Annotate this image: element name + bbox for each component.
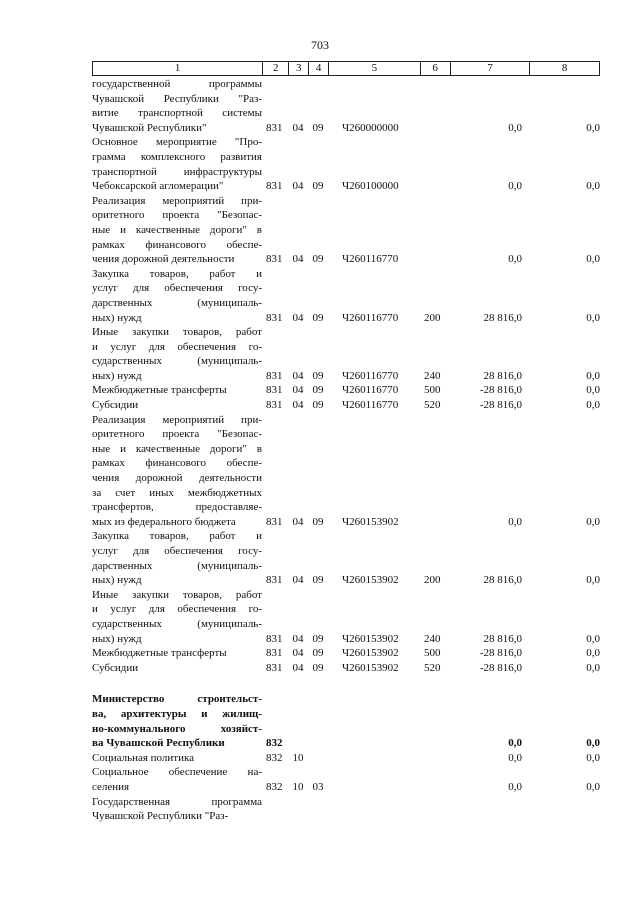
description-line: ва Чувашской Республики xyxy=(92,737,225,750)
row-description xyxy=(92,398,262,413)
code-subsection: 09 xyxy=(312,647,324,660)
code-target: Ч260116770 xyxy=(342,384,399,397)
amount-2020: 0,0 xyxy=(586,574,600,587)
row-description xyxy=(92,751,262,766)
description-line: Реализация мероприятий при- xyxy=(92,413,262,426)
amount-2020: 0,0 xyxy=(586,311,600,324)
row-description xyxy=(92,267,262,325)
description-line: Основное мероприятие "Про- xyxy=(92,136,262,149)
code-target: Ч260116770 xyxy=(342,369,399,382)
code-ministry: 831 xyxy=(266,180,283,193)
description-line: витие транспортной системы xyxy=(92,107,262,120)
description-line: Межбюджетные трансферты xyxy=(92,384,227,397)
description-line: ных) нужд xyxy=(92,311,142,324)
description-line: Субсидии xyxy=(92,661,139,674)
amount-2019: 0,0 xyxy=(508,780,522,793)
code-target: Ч260153902 xyxy=(342,661,399,674)
description-line: за счет иных межбюджетных xyxy=(92,486,262,499)
description-line: государственной программы xyxy=(92,78,262,90)
table-row xyxy=(92,765,600,794)
row-description xyxy=(92,661,262,676)
amount-2020: 0,0 xyxy=(586,737,600,750)
amount-2020: 0,0 xyxy=(586,399,600,412)
code-target: Ч260116770 xyxy=(342,253,399,266)
amount-2020: 0,0 xyxy=(586,384,600,397)
row-description xyxy=(92,413,262,530)
page-number: 703 xyxy=(311,38,329,52)
row-description xyxy=(92,135,262,193)
code-section: 04 xyxy=(292,399,304,412)
amount-2019: 28 816,0 xyxy=(483,574,522,587)
description-line: рамках финансового обеспе- xyxy=(92,457,262,470)
description-line: дарственных (муниципаль- xyxy=(92,559,262,572)
table-row xyxy=(92,413,600,530)
table-row xyxy=(92,325,600,383)
amount-2020: 0,0 xyxy=(586,780,600,793)
row-description xyxy=(92,194,262,267)
code-subsection: 03 xyxy=(312,780,324,793)
code-section: 04 xyxy=(292,369,304,382)
code-subsection: 09 xyxy=(312,311,324,324)
code-subsection: 09 xyxy=(312,661,324,674)
code-section: 10 xyxy=(292,751,304,764)
amount-2019: 0,0 xyxy=(508,515,522,528)
description-line: ва, архитектуры и жилищ- xyxy=(92,707,262,720)
table-row xyxy=(92,77,600,135)
table-row xyxy=(92,588,600,646)
table-row xyxy=(92,398,600,413)
code-subsection: 09 xyxy=(312,515,324,528)
code-ministry: 831 xyxy=(266,661,283,674)
description-line: Субсидии xyxy=(92,399,139,412)
row-description xyxy=(92,383,262,398)
code-target: Ч260000000 xyxy=(342,121,399,134)
amount-2019: -28 816,0 xyxy=(479,399,522,412)
code-ministry: 831 xyxy=(266,253,283,266)
header-col-5: 5 xyxy=(328,62,420,75)
description-line: Государственная программа xyxy=(92,795,262,808)
row-description xyxy=(92,765,262,794)
code-expense-type: 200 xyxy=(424,311,441,324)
description-line: чения дорожной деятельности xyxy=(92,472,262,485)
description-line: оритетного проекта "Безопас- xyxy=(92,209,262,222)
amount-2020: 0,0 xyxy=(586,253,600,266)
code-expense-type: 500 xyxy=(424,384,441,397)
amount-2019: -28 816,0 xyxy=(479,661,522,674)
description-line: услуг для обеспечения госу- xyxy=(92,545,262,557)
code-target: Ч260153902 xyxy=(342,647,399,660)
table-header xyxy=(92,61,600,76)
table-row xyxy=(92,529,600,587)
code-ministry: 831 xyxy=(266,515,283,528)
code-section: 04 xyxy=(292,661,304,674)
description-line: сударственных (муниципаль- xyxy=(92,617,262,630)
description-line: Чебоксарской агломерации" xyxy=(92,180,224,193)
description-line: Реализация мероприятий при- xyxy=(92,194,262,207)
table-row xyxy=(92,795,600,824)
code-target: Ч260153902 xyxy=(342,632,399,645)
amount-2020: 0,0 xyxy=(586,515,600,528)
code-ministry: 832 xyxy=(266,751,283,764)
row-description xyxy=(92,795,262,824)
code-subsection: 09 xyxy=(312,574,324,587)
amount-2019: 28 816,0 xyxy=(483,632,522,645)
description-line: но-коммунального хозяйст- xyxy=(92,722,262,735)
header-col-7: 7 xyxy=(450,62,530,75)
code-ministry: 831 xyxy=(266,311,283,324)
description-line: Чувашской Республики "Раз- xyxy=(92,810,229,823)
code-target: Ч260116770 xyxy=(342,311,399,324)
amount-2020: 0,0 xyxy=(586,647,600,660)
code-expense-type: 240 xyxy=(424,632,441,645)
amount-2019: -28 816,0 xyxy=(479,384,522,397)
amount-2020: 0,0 xyxy=(586,632,600,645)
code-expense-type: 200 xyxy=(424,574,441,587)
code-subsection: 09 xyxy=(312,632,324,645)
amount-2019: 0,0 xyxy=(508,751,522,764)
code-section: 04 xyxy=(292,632,304,645)
code-section: 04 xyxy=(292,384,304,397)
code-ministry: 831 xyxy=(266,369,283,382)
description-line: ные и качественные дороги" в xyxy=(92,442,262,455)
table-body xyxy=(92,77,600,824)
header-col-6: 6 xyxy=(420,62,450,75)
header-col-2: 2 xyxy=(262,62,288,75)
amount-2019: -28 816,0 xyxy=(479,647,522,660)
code-target: Ч260116770 xyxy=(342,399,399,412)
description-line: чения дорожной деятельности xyxy=(92,253,235,266)
row-description xyxy=(92,529,262,587)
code-subsection: 09 xyxy=(312,369,324,382)
code-subsection: 09 xyxy=(312,384,324,397)
amount-2019: 0,0 xyxy=(508,737,522,750)
description-line: транспортной инфраструктуры xyxy=(92,165,262,178)
code-section: 10 xyxy=(292,780,304,793)
header-col-1: 1 xyxy=(174,62,181,74)
code-section: 04 xyxy=(292,311,304,324)
code-ministry: 831 xyxy=(266,574,283,587)
description-line: Иные закупки товаров, работ xyxy=(92,326,262,339)
amount-2020: 0,0 xyxy=(586,661,600,674)
code-ministry: 831 xyxy=(266,121,283,134)
code-expense-type: 520 xyxy=(424,661,441,674)
description-line: ных) нужд xyxy=(92,632,142,645)
description-line: дарственных (муниципаль- xyxy=(92,296,262,309)
code-section: 04 xyxy=(292,647,304,660)
row-description xyxy=(92,588,262,646)
header-col-8: 8 xyxy=(529,62,599,75)
amount-2019: 0,0 xyxy=(508,121,522,134)
description-line: трансфертов, предоставляе- xyxy=(92,501,262,514)
code-subsection: 09 xyxy=(312,399,324,412)
description-line: ные и качественные дороги" в xyxy=(92,223,262,236)
code-ministry: 831 xyxy=(266,399,283,412)
header-col-4: 4 xyxy=(308,62,328,75)
description-line: Закупка товаров, работ и xyxy=(92,267,262,280)
description-line: оритетного проекта "Безопас- xyxy=(92,428,262,441)
table-row xyxy=(92,135,600,193)
code-subsection: 09 xyxy=(312,253,324,266)
row-description xyxy=(92,692,262,750)
code-section: 04 xyxy=(292,515,304,528)
amount-2020: 0,0 xyxy=(586,121,600,134)
row-description xyxy=(92,77,262,135)
code-section: 04 xyxy=(292,180,304,193)
description-line: Министерство строительст- xyxy=(92,693,262,706)
table-row xyxy=(92,383,600,398)
table-row xyxy=(92,646,600,661)
table-row xyxy=(92,661,600,676)
description-line: Чувашской Республики "Раз- xyxy=(92,92,262,105)
code-target: Ч260153902 xyxy=(342,515,399,528)
description-line: рамках финансового обеспе- xyxy=(92,238,262,251)
description-line: услуг для обеспечения госу- xyxy=(92,282,262,295)
description-line: сударственных (муниципаль- xyxy=(92,355,262,368)
description-line: мых из федерального бюджета xyxy=(92,515,236,528)
code-ministry: 832 xyxy=(266,780,283,793)
code-expense-type: 520 xyxy=(424,399,441,412)
description-line: Чувашской Республики" xyxy=(92,121,207,134)
description-line: Социальное обеспечение на- xyxy=(92,766,262,779)
code-section: 04 xyxy=(292,574,304,587)
amount-2019: 0,0 xyxy=(508,180,522,193)
amount-2020: 0,0 xyxy=(586,369,600,382)
description-line: и услуг для обеспечения го- xyxy=(92,340,262,353)
description-line: и услуг для обеспечения го- xyxy=(92,603,262,616)
code-ministry: 831 xyxy=(266,632,283,645)
amount-2020: 0,0 xyxy=(586,180,600,193)
code-subsection: 09 xyxy=(312,180,324,193)
description-line: селения xyxy=(92,780,130,793)
amount-2019: 28 816,0 xyxy=(483,369,522,382)
code-section: 04 xyxy=(292,121,304,134)
code-ministry: 831 xyxy=(266,384,283,397)
table-row xyxy=(92,267,600,325)
code-subsection: 09 xyxy=(312,121,324,134)
code-expense-type: 500 xyxy=(424,647,441,660)
description-line: Социальная политика xyxy=(92,751,195,764)
table-row xyxy=(92,751,600,766)
description-line: ных) нужд xyxy=(92,574,142,587)
amount-2019: 28 816,0 xyxy=(483,311,522,324)
description-line: ных) нужд xyxy=(92,369,142,382)
amount-2020: 0,0 xyxy=(586,751,600,764)
code-ministry: 832 xyxy=(266,737,283,750)
code-expense-type: 240 xyxy=(424,369,441,382)
description-line: Иные закупки товаров, работ xyxy=(92,588,262,601)
row-description xyxy=(92,325,262,383)
amount-2019: 0,0 xyxy=(508,253,522,266)
header-col-3: 3 xyxy=(288,62,308,75)
description-line: Закупка товаров, работ и xyxy=(92,530,262,543)
code-ministry: 831 xyxy=(266,647,283,660)
code-target: Ч260153902 xyxy=(342,574,399,587)
code-target: Ч260100000 xyxy=(342,180,399,193)
description-line: грамма комплексного развития xyxy=(92,150,262,163)
description-line: Межбюджетные трансферты xyxy=(92,647,227,660)
table-row xyxy=(92,692,600,750)
table-row xyxy=(92,194,600,267)
row-description xyxy=(92,646,262,661)
code-section: 04 xyxy=(292,253,304,266)
